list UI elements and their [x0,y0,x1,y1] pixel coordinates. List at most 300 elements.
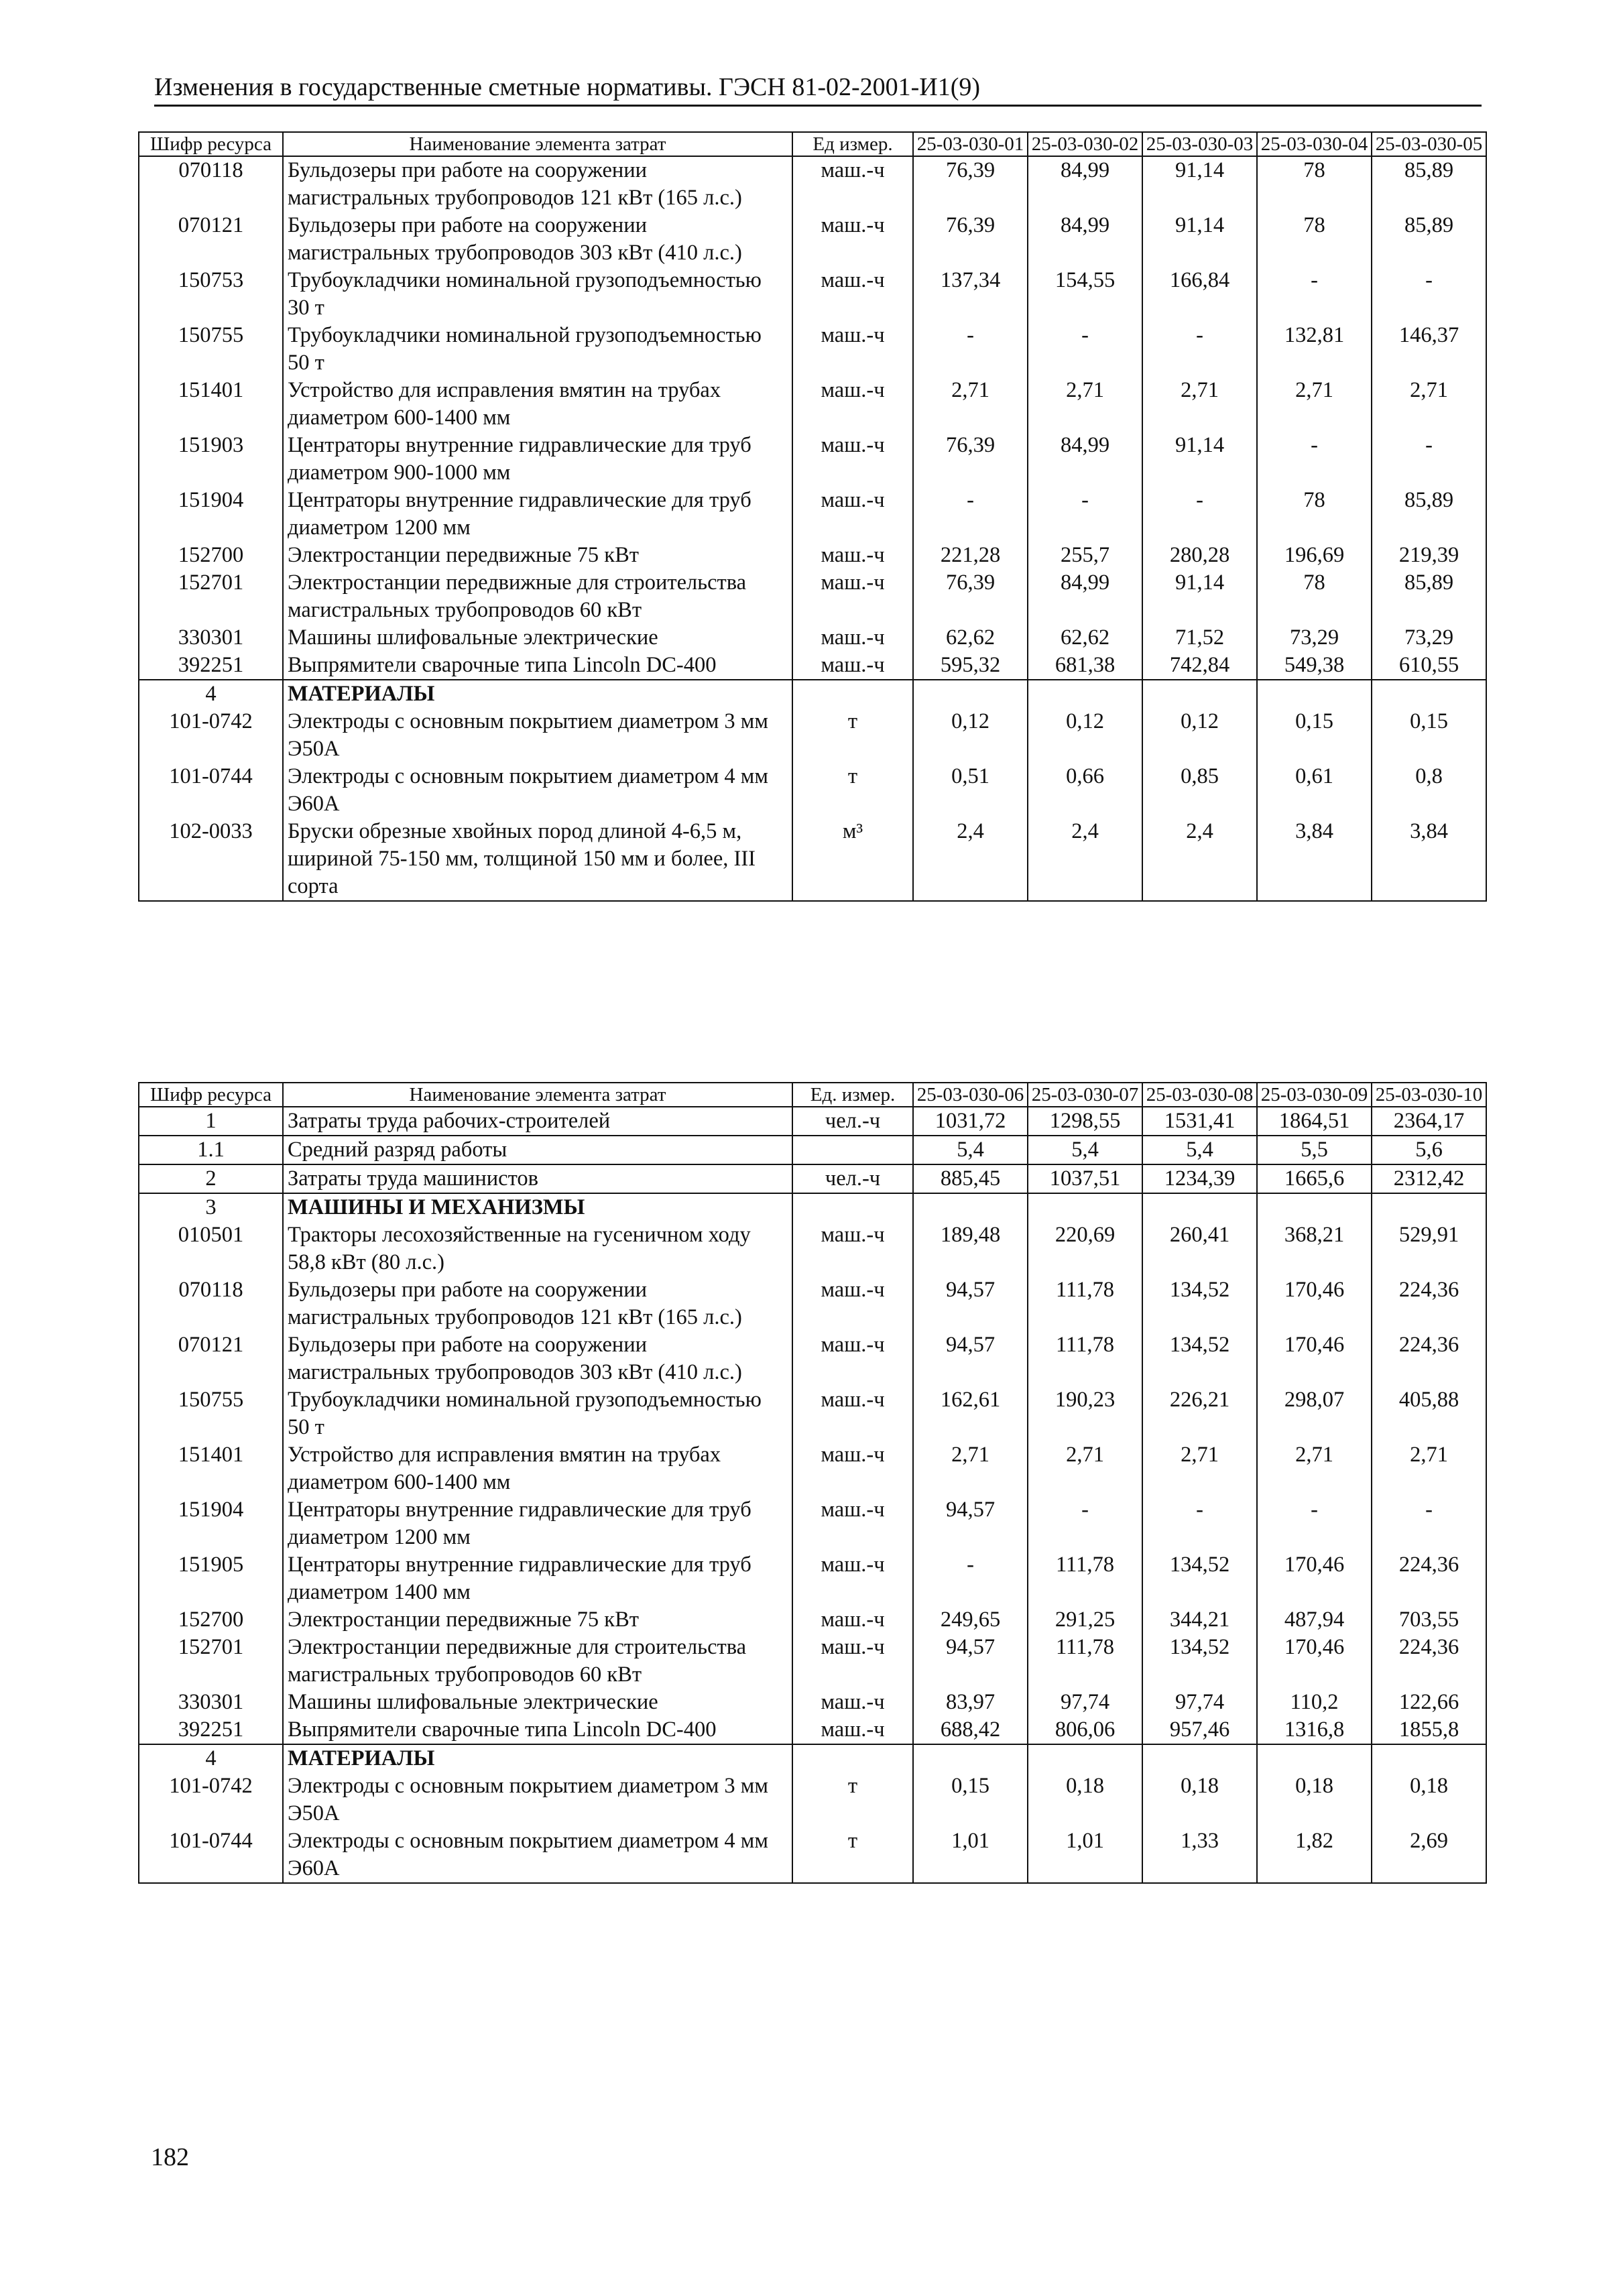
norm-value-cell: 94,57 [913,1276,1028,1331]
unit-cell: маш.-ч [792,212,913,267]
norm-value-cell: 291,25 [1028,1606,1142,1634]
column-header-norm: 25-03-030-06 [913,1083,1028,1107]
resource-code-cell: 392251 [139,652,283,680]
cost-element-name-cell: Электроды с основным покрытием диаметром 4 мм Э60А [283,763,792,818]
table-row [139,156,1486,212]
norm-value-cell: 76,39 [913,156,1028,212]
column-header-name: Наименование элемента затрат [283,132,792,156]
resource-code-cell: 101-0742 [139,708,283,763]
norm-value-cell: - [913,487,1028,542]
norm-value-cell: 94,57 [913,1496,1028,1551]
norm-value-cell: 885,45 [913,1164,1028,1193]
cost-element-name-cell: Тракторы лесохозяйственные на гусеничном ходу 58,8 кВт (80 л.с.) [283,1221,792,1276]
table-row [139,763,1486,818]
norm-value-cell: 162,61 [913,1386,1028,1441]
norm-value-cell: 84,99 [1028,156,1142,212]
norm-value-cell: 703,55 [1372,1606,1486,1634]
norm-value-cell: 1031,72 [913,1107,1028,1136]
norm-value-cell: 85,89 [1372,212,1486,267]
unit-cell: маш.-ч [792,377,913,432]
norm-value-cell: 529,91 [1372,1221,1486,1276]
norm-value-cell: 224,36 [1372,1276,1486,1331]
norm-value-cell: 219,39 [1372,542,1486,569]
norm-value-cell: 255,7 [1028,542,1142,569]
norm-value-cell: 62,62 [1028,624,1142,652]
table-row [139,708,1486,763]
resource-code-cell: 151904 [139,1496,283,1551]
norm-value-cell: 0,51 [913,763,1028,818]
norm-value-cell: 5,4 [1142,1136,1257,1164]
norm-value-cell: 224,36 [1372,1634,1486,1689]
column-header-norm: 25-03-030-10 [1372,1083,1486,1107]
table-row [139,652,1486,680]
norm-value-cell: - [1257,432,1372,487]
unit-cell: маш.-ч [792,1606,913,1634]
norm-value-cell: 190,23 [1028,1386,1142,1441]
section-row [139,1193,1486,1221]
unit-cell: маш.-ч [792,432,913,487]
norm-value-cell: 2,69 [1372,1827,1486,1883]
norm-value-cell: 2,4 [1142,818,1257,901]
unit-cell: чел.-ч [792,1164,913,1193]
norm-value-cell: - [1257,1496,1372,1551]
cost-element-name-cell: Бульдозеры при работе на сооружении магистральных трубопроводов 121 кВт (165 л.с.) [283,156,792,212]
norm-value-cell: 0,61 [1257,763,1372,818]
resource-code-cell: 070118 [139,156,283,212]
cost-element-name-cell: Бульдозеры при работе на сооружении магистральных трубопроводов 303 кВт (410 л.с.) [283,1331,792,1386]
norm-value-cell: 0,12 [913,708,1028,763]
resource-code-cell: 151903 [139,432,283,487]
table-row [139,267,1486,322]
norm-value-cell: 681,38 [1028,652,1142,680]
unit-cell [792,1136,913,1164]
table-row [139,322,1486,377]
norm-value-cell: 280,28 [1142,542,1257,569]
table-row [139,432,1486,487]
norm-value-cell: 84,99 [1028,212,1142,267]
table-row [139,1331,1486,1386]
norm-value-cell: 170,46 [1257,1331,1372,1386]
norm-value-cell [1372,1744,1486,1772]
norm-value-cell: 226,21 [1142,1386,1257,1441]
norm-value-cell: 487,94 [1257,1606,1372,1634]
resource-table-2 [138,1082,1487,1884]
norm-value-cell: 0,12 [1142,708,1257,763]
table-row [139,1441,1486,1496]
norm-value-cell: 154,55 [1028,267,1142,322]
norm-value-cell: 62,62 [913,624,1028,652]
norm-value-cell [1372,680,1486,708]
table-row [139,487,1486,542]
norm-value-cell: 111,78 [1028,1551,1142,1606]
cost-element-name-cell: Электроды с основным покрытием диаметром 4 мм Э60А [283,1827,792,1883]
norm-value-cell [1028,1193,1142,1221]
norm-value-cell [913,680,1028,708]
unit-cell [792,680,913,708]
norm-value-cell: 91,14 [1142,432,1257,487]
norm-value-cell: - [913,1551,1028,1606]
norm-value-cell: 1316,8 [1257,1716,1372,1744]
resource-code-cell: 150755 [139,1386,283,1441]
norm-value-cell [1028,1744,1142,1772]
norm-value-cell: 0,18 [1028,1772,1142,1827]
norm-value-cell: 0,12 [1028,708,1142,763]
norm-value-cell: 1531,41 [1142,1107,1257,1136]
resource-code-cell: 151905 [139,1551,283,1606]
norm-value-cell: 97,74 [1028,1689,1142,1716]
resource-code-cell: 070121 [139,212,283,267]
column-header-code: Шифр ресурса [139,1083,283,1107]
page-number: 182 [151,2143,189,2171]
norm-value-cell: 224,36 [1372,1331,1486,1386]
norm-value-cell: 1665,6 [1257,1164,1372,1193]
norm-value-cell [1142,1193,1257,1221]
norm-value-cell: - [1257,267,1372,322]
norm-value-cell: 368,21 [1257,1221,1372,1276]
table-row [139,542,1486,569]
cost-element-name-cell: Бульдозеры при работе на сооружении магистральных трубопроводов 121 кВт (165 л.с.) [283,1276,792,1331]
norm-value-cell: 5,4 [1028,1136,1142,1164]
cost-element-name-cell: Центраторы внутренние гидравлические для труб диаметром 1200 мм [283,1496,792,1551]
resource-code-cell: 102-0033 [139,818,283,901]
norm-value-cell: 0,18 [1142,1772,1257,1827]
cost-element-name-cell: Трубоукладчики номинальной грузоподъемностью 30 т [283,267,792,322]
column-header-unit: Ед. измер. [792,1083,913,1107]
cost-element-name-cell: Трубоукладчики номинальной грузоподъемностью 50 т [283,1386,792,1441]
norm-value-cell: 166,84 [1142,267,1257,322]
resource-code-cell: 330301 [139,1689,283,1716]
table-header-row [139,1083,1486,1107]
table-row [139,1221,1486,1276]
resource-code-cell: 101-0744 [139,763,283,818]
norm-value-cell: 595,32 [913,652,1028,680]
norm-value-cell: 3,84 [1257,818,1372,901]
resource-code-cell: 4 [139,680,283,708]
unit-cell: маш.-ч [792,1331,913,1386]
cost-element-name-cell: Устройство для исправления вмятин на трубах диаметром 600-1400 мм [283,1441,792,1496]
cost-element-name-cell: Электростанции передвижные для строительства магистральных трубопроводов 60 кВт [283,569,792,624]
column-header-norm: 25-03-030-05 [1372,132,1486,156]
resource-code-cell: 101-0744 [139,1827,283,1883]
norm-value-cell: 134,52 [1142,1276,1257,1331]
unit-cell: чел.-ч [792,1107,913,1136]
norm-value-cell: 260,41 [1142,1221,1257,1276]
unit-cell: маш.-ч [792,1689,913,1716]
table-row [139,212,1486,267]
norm-value-cell: 2,71 [1372,1441,1486,1496]
norm-value-cell: - [1142,487,1257,542]
norm-value-cell: 5,4 [913,1136,1028,1164]
cost-element-name-cell: Электростанции передвижные для строительства магистральных трубопроводов 60 кВт [283,1634,792,1689]
norm-value-cell: 84,99 [1028,569,1142,624]
table-row [139,1551,1486,1606]
norm-value-cell: 78 [1257,156,1372,212]
norm-value-cell: 957,46 [1142,1716,1257,1744]
unit-cell [792,1744,913,1772]
resource-code-cell: 3 [139,1193,283,1221]
norm-value-cell: 1855,8 [1372,1716,1486,1744]
table-row [139,1634,1486,1689]
norm-value-cell: 249,65 [913,1606,1028,1634]
norm-value-cell: 1298,55 [1028,1107,1142,1136]
resource-code-cell: 151401 [139,377,283,432]
table-row [139,1716,1486,1744]
unit-cell: маш.-ч [792,1386,913,1441]
resource-code-cell: 2 [139,1164,283,1193]
cost-element-name-cell: Устройство для исправления вмятин на трубах диаметром 600-1400 мм [283,377,792,432]
unit-cell: т [792,1772,913,1827]
norm-value-cell: 405,88 [1372,1386,1486,1441]
table-row [139,1107,1486,1136]
norm-value-cell: 220,69 [1028,1221,1142,1276]
norm-value-cell: 170,46 [1257,1276,1372,1331]
unit-cell: т [792,1827,913,1883]
norm-value-cell: 224,36 [1372,1551,1486,1606]
norm-value-cell: 137,34 [913,267,1028,322]
norm-value-cell: 91,14 [1142,569,1257,624]
resource-code-cell: 151904 [139,487,283,542]
norm-value-cell: 2,71 [913,377,1028,432]
norm-value-cell: - [1372,432,1486,487]
resource-code-cell: 330301 [139,624,283,652]
norm-value-cell: 78 [1257,487,1372,542]
norm-value-cell: 5,6 [1372,1136,1486,1164]
section-row [139,1744,1486,1772]
norm-value-cell: 2,71 [1372,377,1486,432]
cost-element-name-cell: Бульдозеры при работе на сооружении магистральных трубопроводов 303 кВт (410 л.с.) [283,212,792,267]
norm-value-cell: 0,8 [1372,763,1486,818]
unit-cell: маш.-ч [792,267,913,322]
column-header-norm: 25-03-030-03 [1142,132,1257,156]
norm-value-cell: 134,52 [1142,1634,1257,1689]
norm-value-cell: 2,71 [1028,1441,1142,1496]
norm-value-cell: 2364,17 [1372,1107,1486,1136]
table-row [139,818,1486,901]
norm-value-cell: 0,18 [1372,1772,1486,1827]
norm-value-cell: 0,66 [1028,763,1142,818]
resource-code-cell: 392251 [139,1716,283,1744]
cost-element-name-cell: Средний разряд работы [283,1136,792,1164]
norm-value-cell [1142,1744,1257,1772]
norm-value-cell: 170,46 [1257,1634,1372,1689]
column-header-norm: 25-03-030-08 [1142,1083,1257,1107]
unit-cell [792,1193,913,1221]
resource-code-cell: 4 [139,1744,283,1772]
norm-value-cell: 78 [1257,569,1372,624]
norm-value-cell: 2,71 [1142,377,1257,432]
norm-value-cell: 170,46 [1257,1551,1372,1606]
norm-value-cell: 1037,51 [1028,1164,1142,1193]
norm-value-cell: 298,07 [1257,1386,1372,1441]
unit-cell: маш.-ч [792,652,913,680]
cost-element-name-cell: Бруски обрезные хвойных пород длиной 4-6,5 м, шириной 75-150 мм, толщиной 150 мм и более, III сорта [283,818,792,901]
cost-element-name-cell: Трубоукладчики номинальной грузоподъемностью 50 т [283,322,792,377]
column-header-norm: 25-03-030-01 [913,132,1028,156]
norm-value-cell: 1,01 [913,1827,1028,1883]
norm-value-cell: 0,15 [913,1772,1028,1827]
column-header-code: Шифр ресурса [139,132,283,156]
table-row [139,377,1486,432]
table-row [139,1386,1486,1441]
cost-element-name-cell: Центраторы внутренние гидравлические для труб диаметром 1400 мм [283,1551,792,1606]
norm-value-cell: 83,97 [913,1689,1028,1716]
table-row [139,1136,1486,1164]
norm-value-cell [913,1193,1028,1221]
norm-value-cell: 73,29 [1257,624,1372,652]
table-row [139,1689,1486,1716]
cost-element-name-cell: Центраторы внутренние гидравлические для труб диаметром 900-1000 мм [283,432,792,487]
norm-value-cell: 1234,39 [1142,1164,1257,1193]
unit-cell: маш.-ч [792,1634,913,1689]
norm-value-cell: 1,01 [1028,1827,1142,1883]
unit-cell: маш.-ч [792,569,913,624]
resource-code-cell: 152700 [139,1606,283,1634]
unit-cell: маш.-ч [792,1221,913,1276]
norm-value-cell: 76,39 [913,569,1028,624]
norm-value-cell: 1864,51 [1257,1107,1372,1136]
norm-value-cell [1257,680,1372,708]
resource-code-cell: 1.1 [139,1136,283,1164]
table-row [139,624,1486,652]
norm-value-cell: 2,71 [1257,377,1372,432]
resource-code-cell: 152701 [139,569,283,624]
unit-cell: маш.-ч [792,487,913,542]
column-header-name: Наименование элемента затрат [283,1083,792,1107]
norm-value-cell: 94,57 [913,1331,1028,1386]
norm-value-cell: 221,28 [913,542,1028,569]
table-row [139,1276,1486,1331]
column-header-norm: 25-03-030-09 [1257,1083,1372,1107]
norm-value-cell [1257,1744,1372,1772]
unit-cell: маш.-ч [792,542,913,569]
table-row [139,1606,1486,1634]
unit-cell: маш.-ч [792,1496,913,1551]
table-row [139,1772,1486,1827]
norm-value-cell [1028,680,1142,708]
cost-element-name-cell: Затраты труда рабочих-строителей [283,1107,792,1136]
norm-value-cell: 2,71 [1257,1441,1372,1496]
norm-value-cell: 688,42 [913,1716,1028,1744]
norm-value-cell: 189,48 [913,1221,1028,1276]
cost-element-name-cell: Затраты труда машинистов [283,1164,792,1193]
norm-value-cell: 1,82 [1257,1827,1372,1883]
norm-value-cell: 2312,42 [1372,1164,1486,1193]
table-row [139,569,1486,624]
norm-value-cell: - [1028,322,1142,377]
unit-cell: м³ [792,818,913,901]
norm-value-cell: - [1372,267,1486,322]
unit-cell: маш.-ч [792,1716,913,1744]
norm-value-cell: 134,52 [1142,1551,1257,1606]
norm-value-cell: 111,78 [1028,1276,1142,1331]
norm-value-cell: 91,14 [1142,156,1257,212]
norm-value-cell [1257,1193,1372,1221]
resource-code-cell: 070121 [139,1331,283,1386]
resource-code-cell: 150755 [139,322,283,377]
cost-element-name-cell: Электростанции передвижные 75 кВт [283,1606,792,1634]
norm-value-cell: 0,18 [1257,1772,1372,1827]
norm-value-cell: 85,89 [1372,156,1486,212]
norm-value-cell: 196,69 [1257,542,1372,569]
section-row [139,680,1486,708]
norm-value-cell: 85,89 [1372,487,1486,542]
norm-value-cell: 76,39 [913,432,1028,487]
norm-value-cell: 0,15 [1372,708,1486,763]
norm-value-cell: 806,06 [1028,1716,1142,1744]
unit-cell: маш.-ч [792,1551,913,1606]
norm-value-cell: 344,21 [1142,1606,1257,1634]
norm-value-cell [1372,1193,1486,1221]
cost-element-name-cell: Центраторы внутренние гидравлические для труб диаметром 1200 мм [283,487,792,542]
unit-cell: маш.-ч [792,1441,913,1496]
table-row [139,1827,1486,1883]
norm-value-cell: 0,85 [1142,763,1257,818]
norm-value-cell: 85,89 [1372,569,1486,624]
norm-value-cell: 111,78 [1028,1634,1142,1689]
norm-value-cell: 549,38 [1257,652,1372,680]
norm-value-cell: - [1142,1496,1257,1551]
unit-cell: маш.-ч [792,322,913,377]
norm-value-cell: 2,4 [1028,818,1142,901]
unit-cell: маш.-ч [792,156,913,212]
unit-cell: маш.-ч [792,1276,913,1331]
resource-code-cell: 151401 [139,1441,283,1496]
column-header-norm: 25-03-030-07 [1028,1083,1142,1107]
norm-value-cell: 134,52 [1142,1331,1257,1386]
norm-value-cell: 5,5 [1257,1136,1372,1164]
norm-value-cell: 122,66 [1372,1689,1486,1716]
norm-value-cell: - [1142,322,1257,377]
cost-element-name-cell: Электростанции передвижные 75 кВт [283,542,792,569]
norm-value-cell: 97,74 [1142,1689,1257,1716]
column-header-unit: Ед измер. [792,132,913,156]
norm-value-cell: - [1028,487,1142,542]
table-header-row [139,132,1486,156]
norm-value-cell: 0,15 [1257,708,1372,763]
norm-value-cell: 1,33 [1142,1827,1257,1883]
unit-cell: т [792,763,913,818]
cost-element-name-cell: МАТЕРИАЛЫ [283,1744,792,1772]
cost-element-name-cell: МАШИНЫ И МЕХАНИЗМЫ [283,1193,792,1221]
cost-element-name-cell: Электроды с основным покрытием диаметром 3 мм Э50А [283,708,792,763]
norm-value-cell: 742,84 [1142,652,1257,680]
resource-code-cell: 152700 [139,542,283,569]
norm-value-cell: 146,37 [1372,322,1486,377]
unit-cell: маш.-ч [792,624,913,652]
norm-value-cell: 2,71 [1142,1441,1257,1496]
norm-value-cell: 610,55 [1372,652,1486,680]
cost-element-name-cell: Машины шлифовальные электрические [283,624,792,652]
resource-code-cell: 1 [139,1107,283,1136]
norm-value-cell: 76,39 [913,212,1028,267]
resource-code-cell: 010501 [139,1221,283,1276]
resource-code-cell: 152701 [139,1634,283,1689]
norm-value-cell: 110,2 [1257,1689,1372,1716]
cost-element-name-cell: МАТЕРИАЛЫ [283,680,792,708]
cost-element-name-cell: Выпрямители сварочные типа Lincoln DC-400 [283,652,792,680]
norm-value-cell: 2,4 [913,818,1028,901]
resource-table-1 [138,131,1487,902]
norm-value-cell [913,1744,1028,1772]
cost-element-name-cell: Машины шлифовальные электрические [283,1689,792,1716]
norm-value-cell: 73,29 [1372,624,1486,652]
norm-value-cell: 94,57 [913,1634,1028,1689]
page-header: Изменения в государственные сметные нормативы. ГЭСН 81-02-2001-И1(9) [154,72,1482,107]
norm-value-cell [1142,680,1257,708]
column-header-norm: 25-03-030-02 [1028,132,1142,156]
resource-code-cell: 070118 [139,1276,283,1331]
norm-value-cell: 91,14 [1142,212,1257,267]
